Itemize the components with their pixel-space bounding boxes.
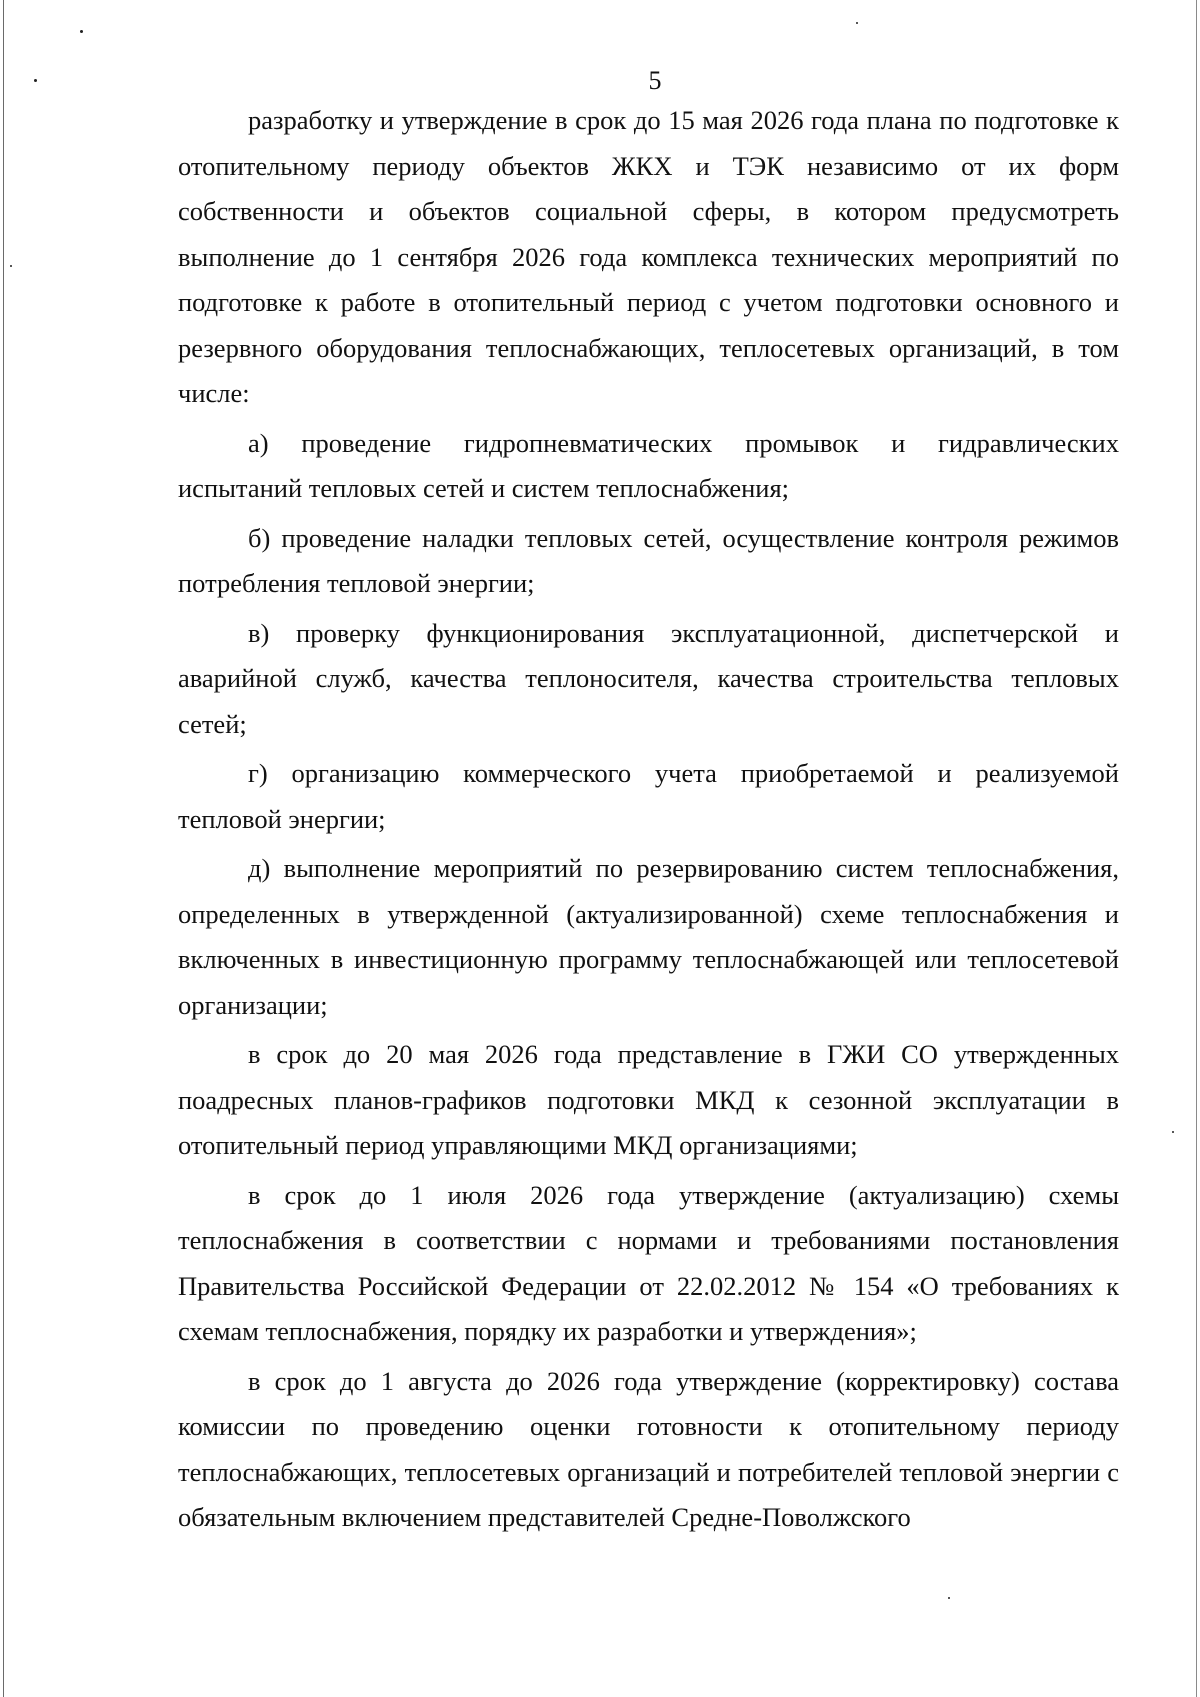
paragraph-may-20: в срок до 20 мая 2026 года представление в ГЖИ СО утвержденных поадресных планов-графиков подготовки МКД к сезонной эксплуатации в отопительный период управляющими МКД организациями; [178,1039,1119,1160]
paragraph-item-d: д) выполнение мероприятий по резервированию систем теплоснабжения, определенных в утвержденной (актуализированной) схеме теплоснабжения и включенных в инвестиционную программу теплоснабжающей или теплосетевой организации; [178,853,1119,1020]
paragraph-item-v: в) проверку функционирования эксплуатационной, диспетчерской и аварийной служб, качества теплоносителя, качества строительства тепловых сетей; [178,617,1119,739]
paragraph-august-1: в срок до 1 августа до 2026 года утверждение (корректировку) состава комиссии по проведению оценки готовности к отопительному периоду теплоснабжающих, теплосетевых организаций и потребителей тепловой энергии с обязательным включением представителей Средне-Поволжского [178,1365,1119,1532]
paragraph-item-a: а) проведение гидропневматических промывок и гидравлических испытаний тепловых сетей и систем теплоснабжения; [178,427,1119,503]
paragraph-plan: разработку и утверждение в срок до 15 мая 2026 года плана по подготовке к отопительному периоду объектов ЖКХ и ТЭК независимо от их форм собственности и объектов социальной сферы, в котором предусмотреть выполнение до 1 сентября 2026 года комплекса технических мероприятий по подготовке к работе в отопительный период с учетом подготовки основного и резервного оборудования теплоснабжающих, теплосетевых организаций, в том числе: [178,105,1119,408]
scan-left-edge [3,0,4,1697]
paragraph-item-b: б) проведение наладки тепловых сетей, осуществление контроля режимов потребления тепловой энергии; [178,522,1119,598]
scan-speck [948,1597,950,1599]
paragraph-item-g: г) организацию коммерческого учета приобретаемой и реализуемой тепловой энергии; [178,758,1119,834]
scan-right-edge [1196,0,1197,1697]
scan-speck [10,265,12,267]
scan-speck [1172,1131,1174,1133]
scan-speck [80,30,83,33]
page-number: 5 [648,66,662,95]
scan-speck [856,22,858,24]
document-body [178,98,1119,1541]
paragraph-july-1: в срок до 1 июля 2026 года утверждение (актуализацию) схемы теплоснабжения в соответствии с нормами и требованиями постановления Правительства Российской Федерации от 22.02.2012 № 154 «О требованиях к схемам теплоснабжения, порядку их разработки и утверждения»; [178,1179,1119,1346]
